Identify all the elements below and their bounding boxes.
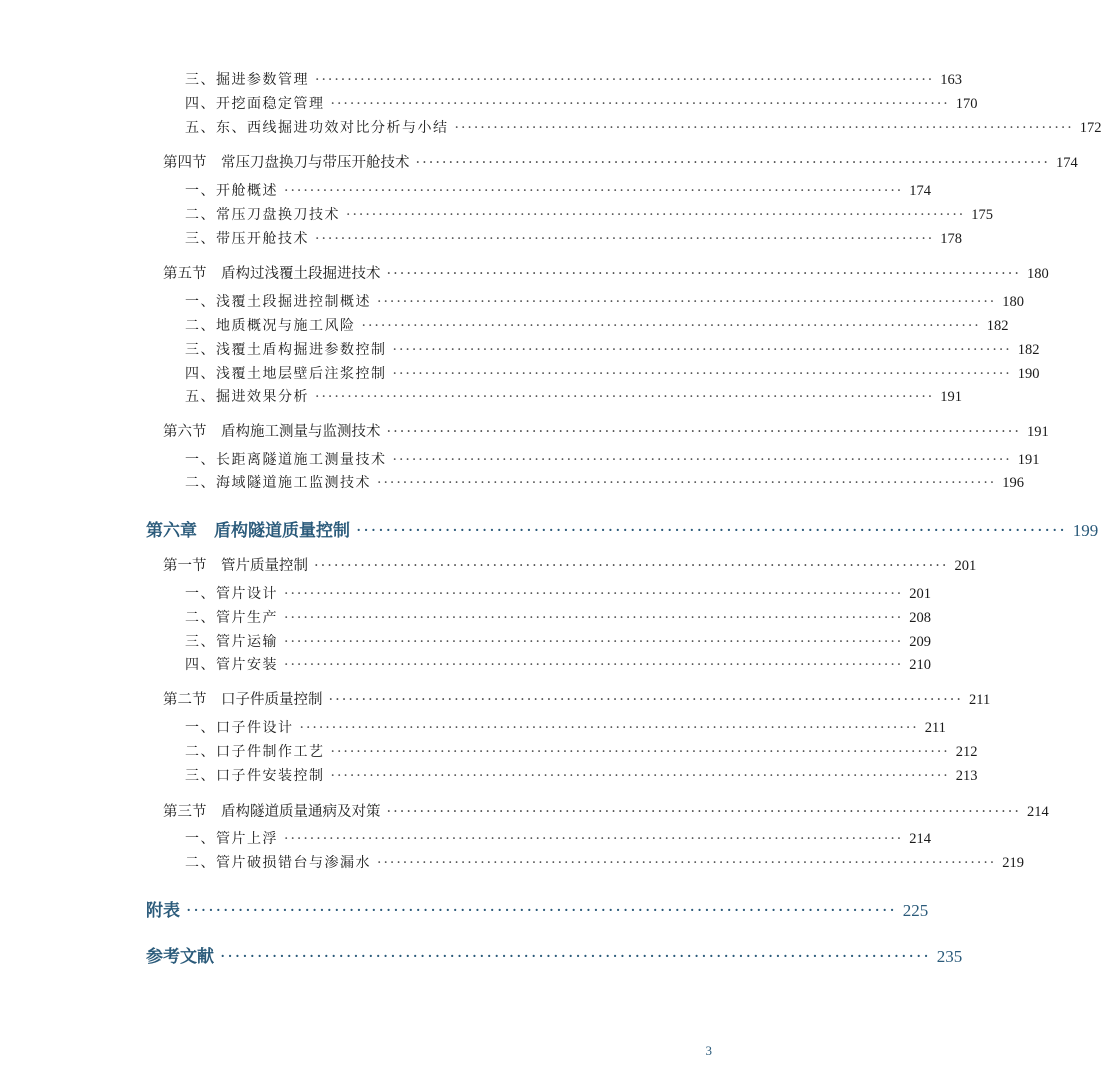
- toc-entry-page: 191: [940, 389, 962, 405]
- toc-section-page: 180: [1026, 266, 1049, 282]
- toc-entry-page: 213: [955, 768, 978, 784]
- toc-chapter-page: 225: [902, 901, 929, 920]
- toc-entry[interactable]: [185, 717, 946, 737]
- toc-entry-title: 四、管片安装: [185, 657, 278, 673]
- toc-entry-title: 三、浅覆土盾构掘进参数控制: [185, 342, 387, 358]
- toc-entry[interactable]: [185, 315, 1009, 335]
- toc-entry-page: 190: [1017, 366, 1040, 382]
- dot-leader: ································································································: [284, 586, 904, 602]
- toc-entry-title: 五、东、西线掘进功效对比分析与小结: [185, 120, 449, 136]
- toc-entry-title: 一、长距离隧道施工测量技术: [185, 452, 387, 468]
- toc-entry-page: 182: [1017, 342, 1040, 358]
- toc-entry-title: 二、管片生产: [185, 610, 278, 626]
- toc-entry-page: 182: [986, 318, 1009, 334]
- toc-entry[interactable]: [185, 765, 978, 785]
- dot-leader: ································································································: [392, 366, 1012, 382]
- dot-leader: ································································································: [386, 424, 1021, 440]
- toc-entry[interactable]: [185, 852, 1024, 872]
- toc-section-page: 174: [1055, 155, 1078, 171]
- toc-entry[interactable]: [185, 607, 931, 627]
- toc-entry-page: 163: [940, 72, 962, 88]
- toc-entry[interactable]: [185, 339, 1040, 359]
- toc-chapter[interactable]: [146, 516, 1099, 541]
- toc-section-page: 211: [968, 692, 991, 708]
- dot-leader: ································································································: [454, 120, 1074, 136]
- dot-leader: ································································································: [284, 610, 904, 626]
- toc-entry[interactable]: [185, 583, 931, 603]
- toc-chapter-title: 第六章 盾构隧道质量控制: [146, 521, 350, 541]
- toc-section[interactable]: [163, 800, 1049, 821]
- toc-section-page: 191: [1026, 424, 1049, 440]
- dot-leader: ································································································: [361, 318, 981, 334]
- toc-entry-page: 175: [971, 207, 993, 223]
- dot-leader: ································································································: [328, 692, 963, 708]
- dot-leader: ································································································: [186, 901, 897, 921]
- toc-entry[interactable]: [185, 180, 931, 200]
- toc-entry-page: 209: [909, 634, 931, 650]
- dot-leader: ································································································: [346, 207, 966, 223]
- toc-entry[interactable]: [185, 472, 1024, 492]
- toc-entry-title: 四、开挖面稳定管理: [185, 96, 325, 112]
- toc-entry-page: 210: [909, 657, 931, 673]
- toc-section-title: 第五节 盾构过浅覆土段掘进技术: [163, 266, 381, 282]
- toc-entry[interactable]: [185, 117, 1101, 137]
- toc-chapter[interactable]: [146, 942, 963, 967]
- toc-entry-title: 一、口子件设计: [185, 720, 294, 736]
- toc-entry-title: 三、掘进参数管理: [185, 72, 309, 88]
- toc-entry-page: 172: [1079, 120, 1101, 136]
- toc-chapter-title: 参考文献: [146, 947, 214, 967]
- toc-entry[interactable]: [185, 449, 1040, 469]
- dot-leader: ································································································: [377, 294, 997, 310]
- toc-entry-title: 二、口子件制作工艺: [185, 744, 325, 760]
- toc-entry[interactable]: [185, 228, 962, 248]
- toc-section-title: 第六节 盾构施工测量与监测技术: [163, 424, 381, 440]
- toc-entry-title: 一、管片上浮: [185, 831, 278, 847]
- toc-section[interactable]: [163, 262, 1049, 283]
- toc-section-title: 第二节 口子件质量控制: [163, 692, 323, 708]
- toc-entry[interactable]: [185, 828, 931, 848]
- dot-leader: ································································································: [284, 183, 904, 199]
- dot-leader: ································································································: [299, 720, 919, 736]
- toc-chapter[interactable]: [146, 896, 929, 921]
- toc-entry-title: 一、浅覆土段掘进控制概述: [185, 294, 371, 310]
- toc-entry-title: 二、常压刀盘换刀技术: [185, 207, 340, 223]
- dot-leader: ································································································: [392, 342, 1012, 358]
- dot-leader: ································································································: [386, 266, 1021, 282]
- toc-entry-title: 四、浅覆土地层壁后注浆控制: [185, 366, 387, 382]
- dot-leader: ································································································: [284, 634, 904, 650]
- dot-leader: ································································································: [377, 855, 997, 871]
- toc-entry[interactable]: [185, 291, 1024, 311]
- toc-entry[interactable]: [185, 93, 978, 113]
- toc-entry-title: 三、带压开舱技术: [185, 231, 309, 247]
- toc-chapter-page: 235: [936, 947, 963, 966]
- dot-leader: ································································································: [330, 744, 950, 760]
- toc-section-page: 214: [1026, 804, 1049, 820]
- dot-leader: ································································································: [330, 96, 950, 112]
- toc-entry-page: 208: [909, 610, 931, 626]
- dot-leader: ································································································: [284, 657, 904, 673]
- toc-entry-title: 二、地质概况与施工风险: [185, 318, 356, 334]
- toc-entry[interactable]: [185, 386, 962, 406]
- toc-entry-title: 五、掘进效果分析: [185, 389, 309, 405]
- toc-entry-title: 二、海域隧道施工监测技术: [185, 475, 371, 491]
- toc-entry[interactable]: [185, 204, 993, 224]
- toc-entry-title: 三、口子件安装控制: [185, 768, 325, 784]
- dot-leader: ································································································: [392, 452, 1012, 468]
- dot-leader: ································································································: [386, 804, 1021, 820]
- toc-section[interactable]: [163, 554, 977, 575]
- toc-entry-title: 二、管片破损错台与渗漏水: [185, 855, 371, 871]
- toc-chapter-title: 附表: [146, 901, 180, 921]
- dot-leader: ································································································: [220, 947, 931, 967]
- toc-section-title: 第四节 常压刀盘换刀与带压开舱技术: [163, 155, 410, 171]
- toc-entry-title: 三、管片运输: [185, 634, 278, 650]
- dot-leader: ································································································: [314, 558, 949, 574]
- toc-entry-page: 201: [909, 586, 931, 602]
- toc-entry-page: 212: [955, 744, 978, 760]
- toc-entry[interactable]: [185, 654, 931, 674]
- toc-entry-page: 178: [940, 231, 962, 247]
- toc-section[interactable]: [163, 420, 1049, 441]
- toc-entry-title: 一、管片设计: [185, 586, 278, 602]
- dot-leader: ································································································: [315, 72, 935, 88]
- toc-entry[interactable]: [185, 363, 1040, 383]
- page-number: 3: [705, 1043, 712, 1058]
- toc-entry-page: 191: [1017, 452, 1040, 468]
- toc-entry-page: 196: [1002, 475, 1024, 491]
- toc-entry-page: 211: [924, 720, 946, 736]
- toc-entry-page: 214: [909, 831, 931, 847]
- dot-leader: ································································································: [356, 521, 1067, 541]
- dot-leader: ································································································: [330, 768, 950, 784]
- toc-entry-page: 170: [955, 96, 978, 112]
- dot-leader: ································································································: [415, 155, 1050, 171]
- toc-entry-page: 219: [1002, 855, 1024, 871]
- dot-leader: ································································································: [377, 475, 997, 491]
- dot-leader: ································································································: [315, 389, 935, 405]
- toc-entry-page: 174: [909, 183, 931, 199]
- dot-leader: ································································································: [284, 831, 904, 847]
- toc-section[interactable]: [163, 688, 991, 709]
- toc-entry[interactable]: [185, 741, 978, 761]
- dot-leader: ································································································: [315, 231, 935, 247]
- toc-section-page: 201: [954, 558, 977, 574]
- toc-entry-title: 一、开舱概述: [185, 183, 278, 199]
- toc-section-title: 第一节 管片质量控制: [163, 558, 308, 574]
- toc-entry-page: 180: [1002, 294, 1024, 310]
- toc-section-title: 第三节 盾构隧道质量通病及对策: [163, 804, 381, 820]
- toc-section[interactable]: [163, 151, 1078, 172]
- toc-chapter-page: 199: [1072, 521, 1099, 540]
- toc-entry[interactable]: [185, 631, 931, 651]
- toc-entry[interactable]: [185, 69, 962, 89]
